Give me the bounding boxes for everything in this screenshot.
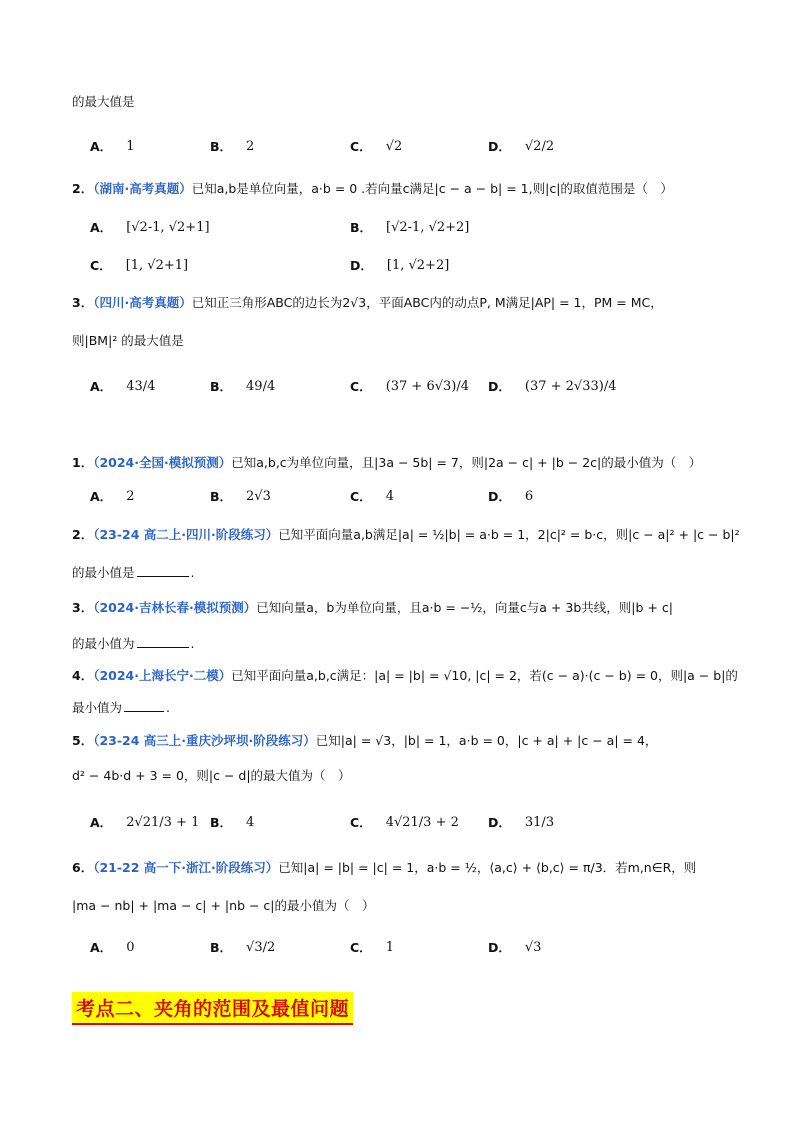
question-3: 3．（四川·高考真题）已知正三角形ABC的边长为2√3，平面ABC内的动点P, M满足|AP| = 1，PM = MC， — [72, 295, 663, 310]
practice-2: 2．（23-24 高二上·四川·阶段练习）已知平面向量a,b满足|a| = ½|b| = a·b = 1，2|c|² = b·c，则|c − a|² + |c − b|² — [72, 527, 740, 542]
answer-blank[interactable] — [137, 635, 189, 648]
option-c[interactable]: C． √2 — [350, 138, 403, 154]
option-a[interactable]: A． [√2-1, √2+1] — [90, 219, 210, 235]
option-d[interactable]: D． √3 — [488, 939, 542, 955]
section-heading: 考点二、夹角的范围及最值问题 — [72, 992, 353, 1025]
option-b[interactable]: B． 49/4 — [210, 378, 276, 394]
option-c[interactable]: C． (37 + 6√3)/4 — [350, 378, 470, 394]
practice-1: 1．（2024·全国·模拟预测）已知a,b,c为单位向量，且|3a − 5b| = 7，则|2a − c| + |b − 2c|的最小值为（ ） — [72, 455, 702, 470]
option-d[interactable]: D． 6 — [488, 488, 534, 504]
practice-5-line2: d² − 4b·d + 3 = 0，则|c − d|的最大值为（ ） — [72, 768, 351, 783]
practice-6: 6．（21-22 高一下·浙江·阶段练习）已知|a| = |b| = |c| = 1，a·b = ½，⟨a,c⟩ + ⟨b,c⟩ = π/3．若m,n∈R，则 — [72, 860, 697, 875]
practice-6-line2: |ma − nb| + |ma − c| + |nb − c|的最小值为（ ） — [72, 898, 375, 913]
answer-blank[interactable] — [124, 699, 164, 712]
option-a[interactable]: A． 2√21/3 + 1 — [90, 814, 200, 830]
practice-4: 4．（2024·上海长宁·二模）已知平面向量a,b,c满足：|a| = |b| = √10, |c| = 2，若(c − a)·(c − b) = 0，则|a − b|的 — [72, 668, 738, 683]
option-b[interactable]: B． 2 — [210, 138, 255, 154]
option-c[interactable]: C． [1, √2+1] — [90, 257, 189, 273]
option-c[interactable]: C． 4 — [350, 488, 394, 504]
question-2: 2．（湖南·高考真题）已知a,b是单位向量，a·b = 0 .若向量c满足|c − a − b| = 1,则|c|的取值范围是（ ） — [72, 181, 673, 196]
option-d[interactable]: D． 31/3 — [488, 814, 555, 830]
option-b[interactable]: B． [√2-1, √2+2] — [350, 219, 470, 235]
option-c[interactable]: C． 1 — [350, 939, 394, 955]
practice-3: 3．（2024·吉林长春·模拟预测）已知向量a，b为单位向量，且a·b = −½，向量c与a + 3b共线，则|b + c| — [72, 600, 673, 615]
practice-2-line2: 的最小值是 . — [72, 565, 195, 580]
option-c[interactable]: C． 4√21/3 + 2 — [350, 814, 459, 830]
answer-blank[interactable] — [137, 564, 189, 577]
practice-3-line2: 的最小值为 . — [72, 636, 195, 651]
option-d[interactable]: D． (37 + 2√33)/4 — [488, 378, 617, 394]
continuation-text: 的最大值是 — [72, 94, 135, 109]
option-a[interactable]: A． 1 — [90, 138, 135, 154]
option-d[interactable]: D． √2/2 — [488, 138, 555, 154]
option-a[interactable]: A． 0 — [90, 939, 135, 955]
question-3-line2: 则|BM|² 的最大值是 — [72, 333, 184, 348]
option-b[interactable]: B． √3/2 — [210, 939, 276, 955]
option-d[interactable]: D． [1, √2+2] — [350, 257, 450, 273]
practice-5: 5．（23-24 高三上·重庆沙坪坝·阶段练习）已知|a| = √3，|b| = 1，a·b = 0，|c + a| + |c − a| = 4， — [72, 733, 658, 748]
option-a[interactable]: A． 43/4 — [90, 378, 156, 394]
option-b[interactable]: B． 4 — [210, 814, 255, 830]
option-b[interactable]: B． 2√3 — [210, 488, 271, 504]
option-a[interactable]: A． 2 — [90, 488, 135, 504]
practice-4-line2: 最小值为 . — [72, 700, 170, 715]
